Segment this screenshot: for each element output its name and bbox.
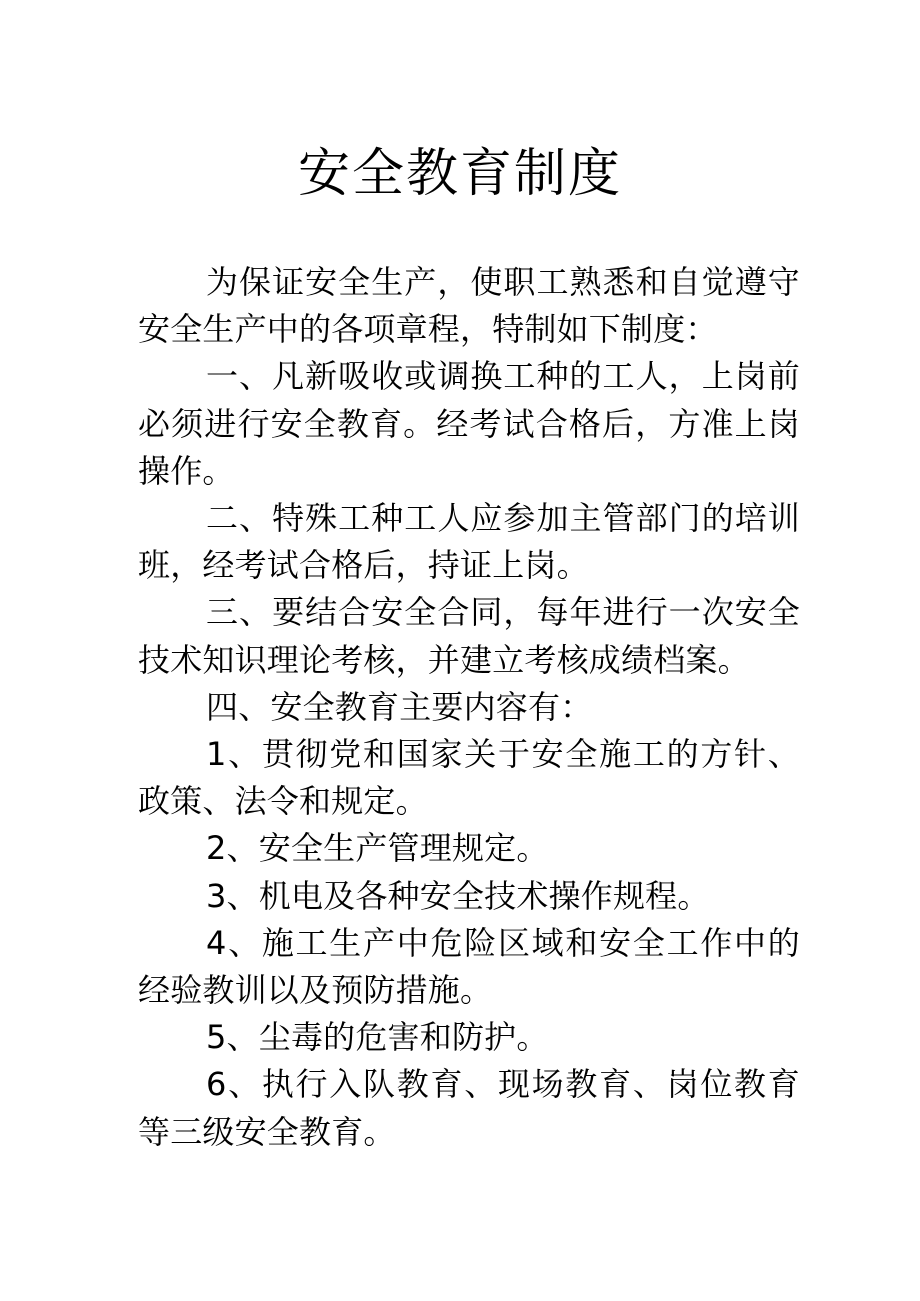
- content-item-6: 6、执行入队教育、现场教育、岗位教育等三级安全教育。: [138, 1065, 800, 1151]
- paragraph-intro: 为保证安全生产，使职工熟悉和自觉遵守安全生产中的各项章程，特制如下制度：: [138, 263, 800, 349]
- content-item-3: 3、机电及各种安全技术操作规程。: [206, 876, 710, 915]
- content-item-1: 1、贯彻党和国家关于安全施工的方针、政策、法令和规定。: [138, 735, 800, 821]
- content-item-5: 5、尘毒的危害和防护。: [206, 1018, 549, 1057]
- paragraph-item-4: 四、安全教育主要内容有：: [206, 687, 593, 726]
- page-title: 安全教育制度: [297, 144, 622, 204]
- paragraph-item-2: 二、特殊工种工人应参加主管部门的培训班，经考试合格后，持证上岗。: [138, 499, 800, 585]
- paragraph-item-3: 三、要结合安全合同，每年进行一次安全技术知识理论考核，并建立考核成绩档案。: [138, 593, 800, 679]
- document-body: [138, 259, 800, 1156]
- paragraph-item-1: 一、凡新吸收或调换工种的工人，上岗前必须进行安全教育。经考试合格后，方准上岗操作。: [138, 357, 800, 490]
- content-item-2: 2、安全生产管理规定。: [206, 829, 549, 868]
- content-item-4: 4、施工生产中危险区域和安全工作中的经验教训以及预防措施。: [138, 923, 800, 1010]
